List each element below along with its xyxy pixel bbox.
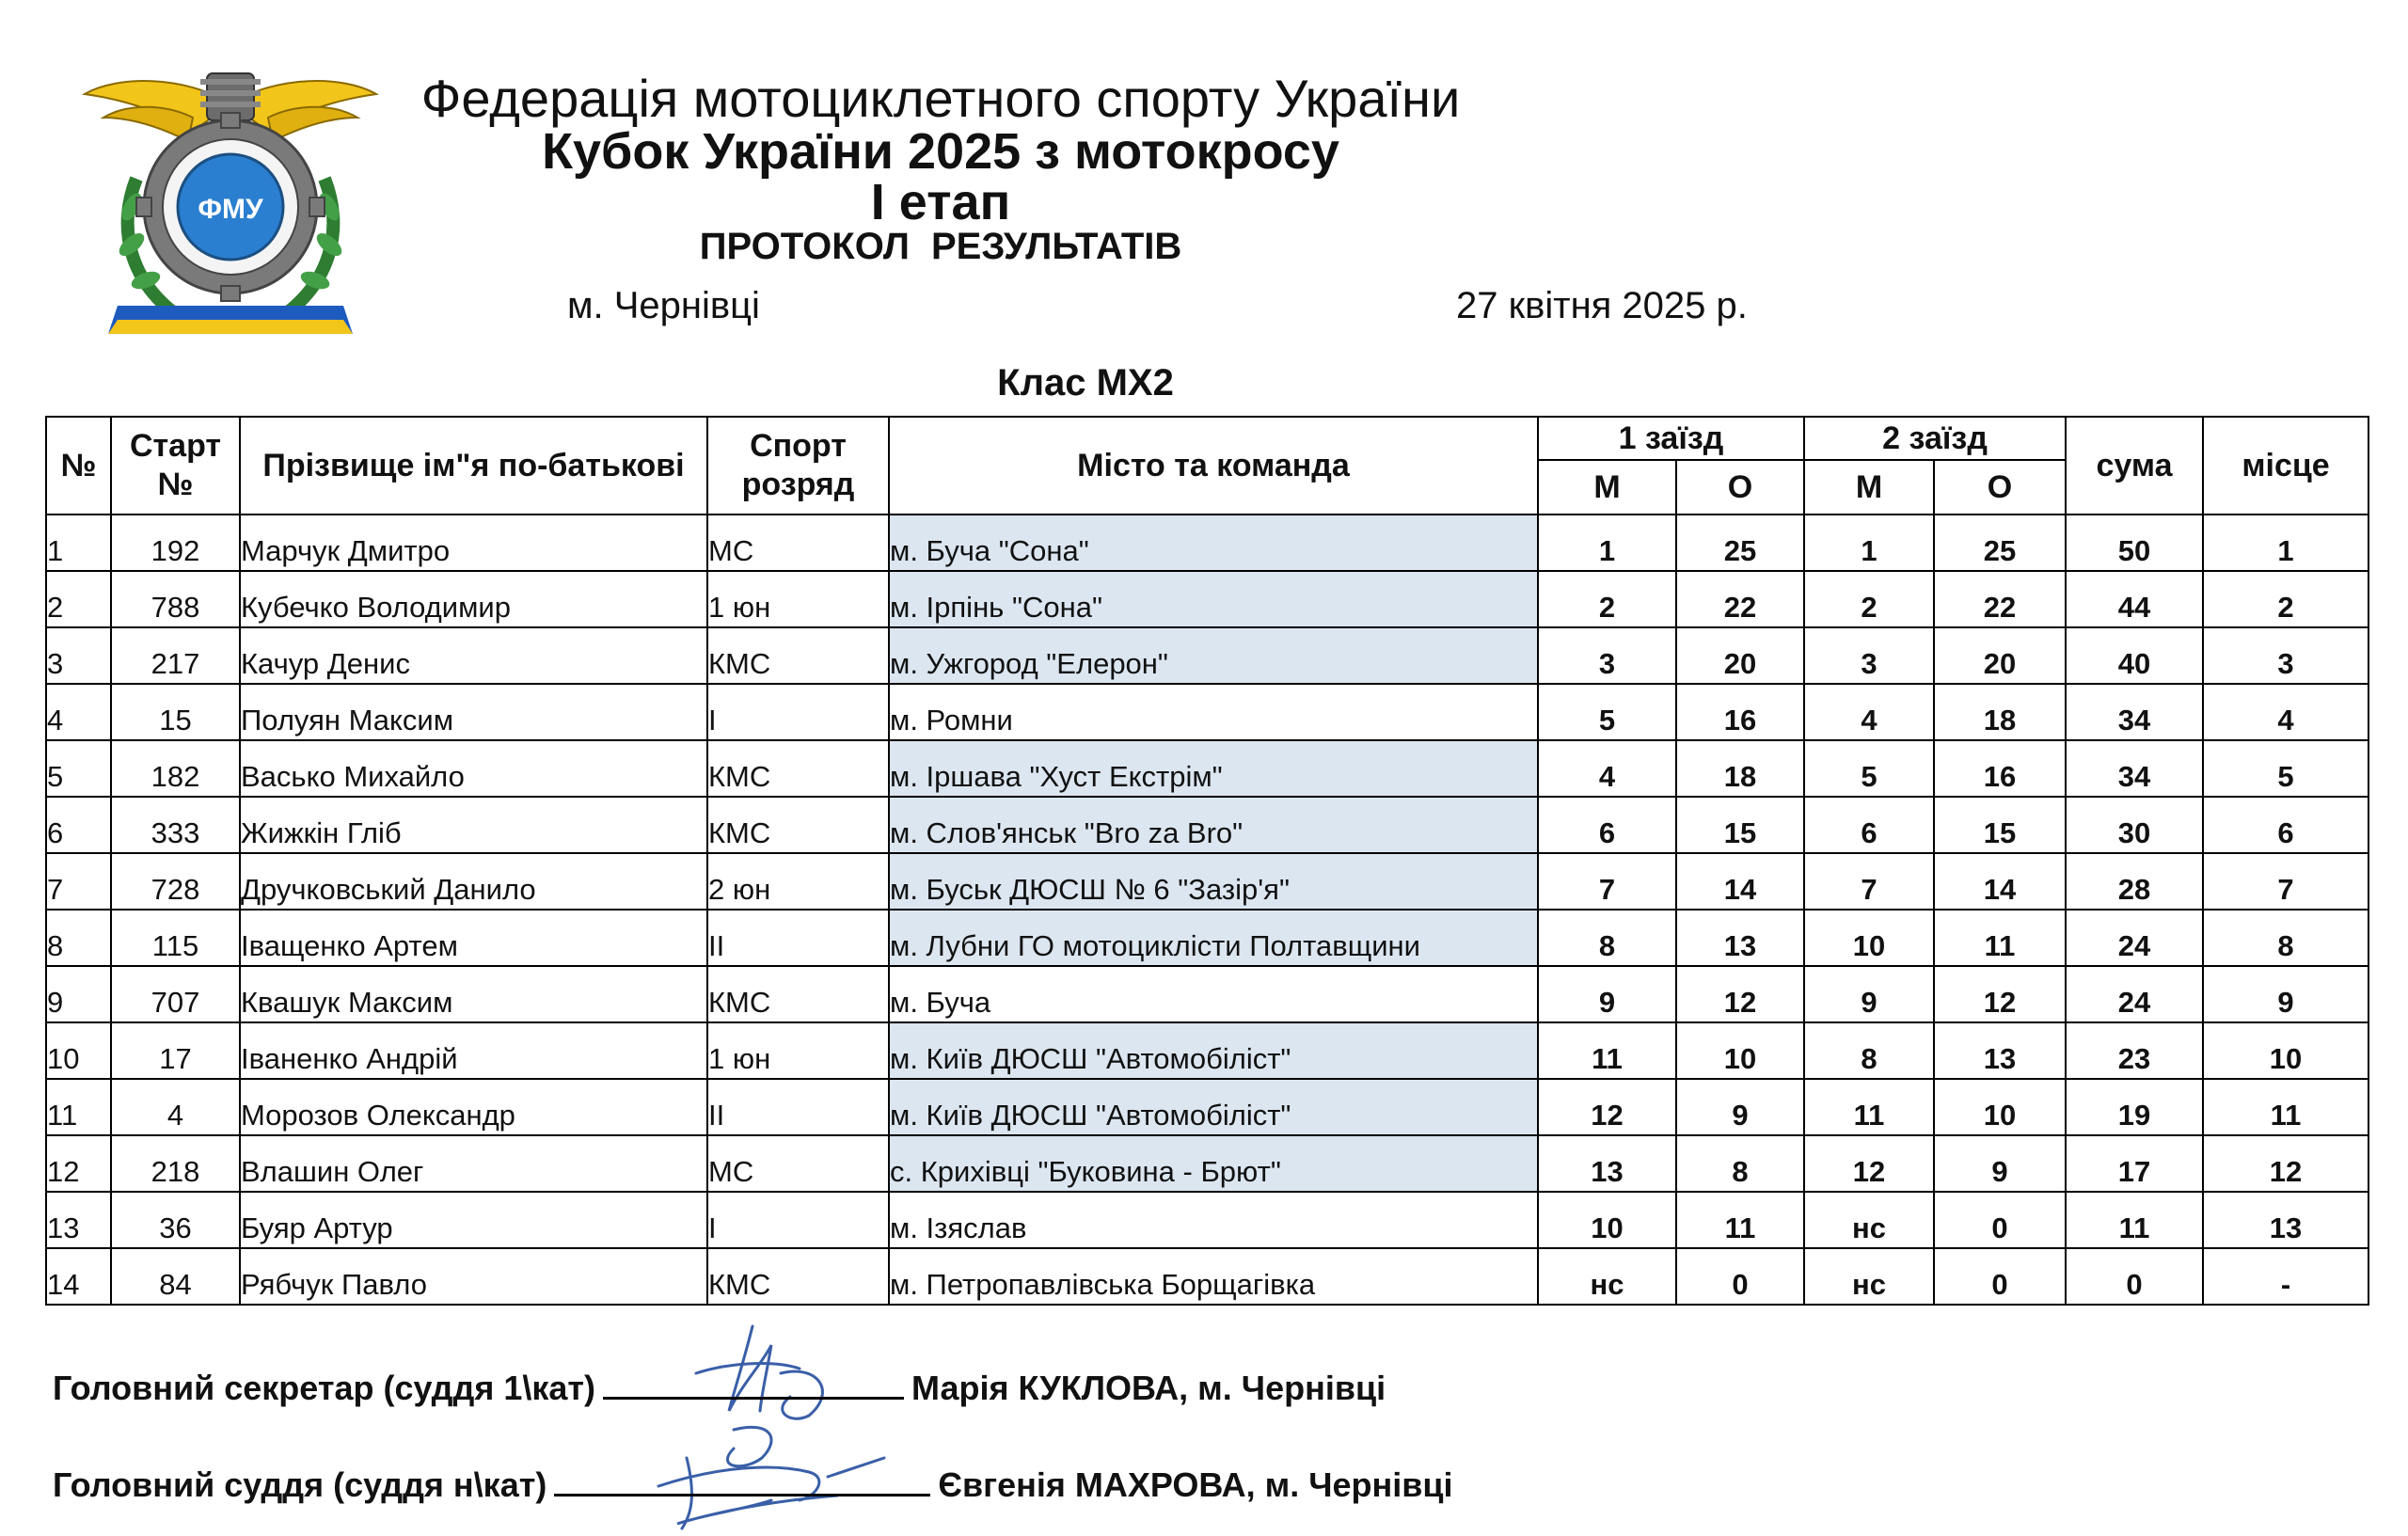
table-row xyxy=(46,1135,2368,1192)
cell-heat1-m: 10 xyxy=(1538,1192,1676,1248)
cell-team: м. Ромни xyxy=(889,684,1538,740)
cell-index: 1 xyxy=(46,515,111,571)
cell-name: Дручковський Данило xyxy=(240,853,707,910)
cell-heat1-o: 25 xyxy=(1676,515,1804,571)
cell-name: Квашук Максим xyxy=(240,966,707,1022)
cell-heat2-m: 4 xyxy=(1804,684,1934,740)
cell-heat1-m: 12 xyxy=(1538,1079,1676,1135)
cell-start-number: 788 xyxy=(111,571,240,627)
cell-start-number: 728 xyxy=(111,853,240,910)
cell-sum: 0 xyxy=(2066,1248,2203,1305)
cell-rank: КМС xyxy=(707,627,889,684)
cell-start-number: 182 xyxy=(111,740,240,797)
secretary-name: Марія КУКЛОВА, м. Чернівці xyxy=(911,1369,1386,1407)
cell-heat2-m: 11 xyxy=(1804,1079,1934,1135)
col-header-start: Старт № xyxy=(111,417,240,515)
cell-sum: 23 xyxy=(2066,1022,2203,1079)
cell-heat1-o: 11 xyxy=(1676,1192,1804,1248)
cell-heat2-m: 2 xyxy=(1804,571,1934,627)
cell-heat2-m: 5 xyxy=(1804,740,1934,797)
col-header-m1: М xyxy=(1538,460,1676,515)
cell-name: Буяр Артур xyxy=(240,1192,707,1248)
col-header-idx: № xyxy=(46,417,111,515)
cell-heat2-o: 0 xyxy=(1934,1248,2066,1305)
federation-title: Федерація мотоциклетного спорту України xyxy=(420,69,1461,128)
cell-start-number: 218 xyxy=(111,1135,240,1192)
cell-place: 13 xyxy=(2203,1192,2368,1248)
col-header-place: місце xyxy=(2203,417,2368,515)
cell-heat1-o: 14 xyxy=(1676,853,1804,910)
cell-place: 6 xyxy=(2203,797,2368,853)
cell-heat1-m: 7 xyxy=(1538,853,1676,910)
table-row xyxy=(46,515,2368,571)
cell-place: 7 xyxy=(2203,853,2368,910)
cell-place: 2 xyxy=(2203,571,2368,627)
cell-index: 14 xyxy=(46,1248,111,1305)
cell-heat2-o: 0 xyxy=(1934,1192,2066,1248)
cell-sum: 11 xyxy=(2066,1192,2203,1248)
event-title: Кубок України 2025 з мотокросу xyxy=(542,123,1339,180)
judge-signature-line xyxy=(53,1465,1453,1505)
cell-sum: 40 xyxy=(2066,627,2203,684)
cell-name: Морозов Олександр xyxy=(240,1079,707,1135)
cell-heat1-o: 16 xyxy=(1676,684,1804,740)
cell-heat2-m: 10 xyxy=(1804,910,1934,966)
cell-heat1-m: нс xyxy=(1538,1248,1676,1305)
cell-rank: МС xyxy=(707,515,889,571)
cell-place: 8 xyxy=(2203,910,2368,966)
cell-heat2-m: нс xyxy=(1804,1248,1934,1305)
cell-heat1-m: 5 xyxy=(1538,684,1676,740)
cell-heat2-o: 9 xyxy=(1934,1135,2066,1192)
secretary-signature-line xyxy=(53,1369,1386,1408)
table-row xyxy=(46,1079,2368,1135)
col-header-o2: О xyxy=(1934,460,2066,515)
cell-heat2-o: 10 xyxy=(1934,1079,2066,1135)
cell-heat2-o: 16 xyxy=(1934,740,2066,797)
table-row xyxy=(46,966,2368,1022)
cell-team: с. Крихівці "Буковина - Брют" xyxy=(889,1135,1538,1192)
cell-place: 1 xyxy=(2203,515,2368,571)
cell-start-number: 333 xyxy=(111,797,240,853)
logo-letters: ФМУ xyxy=(198,194,263,225)
cell-name: Полуян Максим xyxy=(240,684,707,740)
cell-start-number: 36 xyxy=(111,1192,240,1248)
cell-heat1-o: 20 xyxy=(1676,627,1804,684)
cell-heat1-m: 3 xyxy=(1538,627,1676,684)
cell-place: 10 xyxy=(2203,1022,2368,1079)
cell-place: 11 xyxy=(2203,1079,2368,1135)
cell-name: Жижкін Гліб xyxy=(240,797,707,853)
cell-rank: 1 юн xyxy=(707,1022,889,1079)
cell-heat2-m: 12 xyxy=(1804,1135,1934,1192)
col-header-o1: О xyxy=(1676,460,1804,515)
secretary-role: Головний секретар (суддя 1\кат) xyxy=(53,1369,596,1407)
cell-index: 4 xyxy=(46,684,111,740)
cell-heat2-m: нс xyxy=(1804,1192,1934,1248)
cell-index: 8 xyxy=(46,910,111,966)
table-row xyxy=(46,853,2368,910)
cell-sum: 19 xyxy=(2066,1079,2203,1135)
cell-sum: 34 xyxy=(2066,740,2203,797)
cell-rank: КМС xyxy=(707,797,889,853)
cell-heat2-o: 25 xyxy=(1934,515,2066,571)
cell-index: 7 xyxy=(46,853,111,910)
cell-heat1-m: 4 xyxy=(1538,740,1676,797)
cell-heat2-m: 1 xyxy=(1804,515,1934,571)
cell-index: 6 xyxy=(46,797,111,853)
cell-heat2-o: 14 xyxy=(1934,853,2066,910)
cell-start-number: 115 xyxy=(111,910,240,966)
cell-place: 12 xyxy=(2203,1135,2368,1192)
secretary-blank-line xyxy=(603,1369,904,1400)
cell-index: 3 xyxy=(46,627,111,684)
cell-sum: 24 xyxy=(2066,910,2203,966)
cell-team: м. Ужгород "Елерон" xyxy=(889,627,1538,684)
class-title: Клас МХ2 xyxy=(997,362,1174,404)
cell-heat1-m: 1 xyxy=(1538,515,1676,571)
cell-sum: 34 xyxy=(2066,684,2203,740)
col-header-name: Прізвище ім"я по-батькові xyxy=(240,417,707,515)
cell-heat2-o: 20 xyxy=(1934,627,2066,684)
cell-start-number: 192 xyxy=(111,515,240,571)
cell-team: м. Ізяслав xyxy=(889,1192,1538,1248)
cell-sum: 50 xyxy=(2066,515,2203,571)
cell-place: - xyxy=(2203,1248,2368,1305)
cell-index: 11 xyxy=(46,1079,111,1135)
col-header-heat1: 1 заїзд xyxy=(1538,417,1804,460)
cell-sum: 28 xyxy=(2066,853,2203,910)
cell-name: Васько Михайло xyxy=(240,740,707,797)
col-header-sum: сума xyxy=(2066,417,2203,515)
table-row xyxy=(46,1248,2368,1305)
cell-start-number: 4 xyxy=(111,1079,240,1135)
table-row xyxy=(46,1192,2368,1248)
cell-team: м. Київ ДЮСШ "Автомобіліст" xyxy=(889,1022,1538,1079)
cell-heat2-o: 22 xyxy=(1934,571,2066,627)
cell-sum: 17 xyxy=(2066,1135,2203,1192)
protocol-title: ПРОТОКОЛ РЕЗУЛЬТАТІВ xyxy=(699,226,1182,267)
cell-heat1-o: 15 xyxy=(1676,797,1804,853)
judge-name: Євгенія МАХРОВА, м. Чернівці xyxy=(938,1465,1453,1504)
cell-index: 13 xyxy=(46,1192,111,1248)
cell-heat1-m: 2 xyxy=(1538,571,1676,627)
cell-rank: КМС xyxy=(707,966,889,1022)
cell-name: Влашин Олег xyxy=(240,1135,707,1192)
cell-rank: 2 юн xyxy=(707,853,889,910)
cell-team: м. Петропавлівська Борщагівка xyxy=(889,1248,1538,1305)
results-table xyxy=(45,416,2369,1306)
cell-index: 10 xyxy=(46,1022,111,1079)
cell-rank: МС xyxy=(707,1135,889,1192)
cell-rank: ІІ xyxy=(707,910,889,966)
cell-heat1-o: 22 xyxy=(1676,571,1804,627)
cell-heat1-o: 8 xyxy=(1676,1135,1804,1192)
cell-heat2-o: 12 xyxy=(1934,966,2066,1022)
cell-place: 9 xyxy=(2203,966,2368,1022)
judge-role: Головний суддя (суддя н\кат) xyxy=(53,1465,547,1504)
cell-sum: 24 xyxy=(2066,966,2203,1022)
cell-start-number: 707 xyxy=(111,966,240,1022)
cell-team: м. Іршава "Хуст Екстрім" xyxy=(889,740,1538,797)
cell-place: 4 xyxy=(2203,684,2368,740)
table-header-row xyxy=(46,417,2368,460)
cell-heat1-o: 0 xyxy=(1676,1248,1804,1305)
col-header-heat2: 2 заїзд xyxy=(1804,417,2066,460)
event-city: м. Чернівці xyxy=(567,285,760,326)
col-header-m2: М xyxy=(1804,460,1934,515)
cell-name: Качур Денис xyxy=(240,627,707,684)
cell-rank: І xyxy=(707,1192,889,1248)
cell-rank: КМС xyxy=(707,740,889,797)
stage-title: І етап xyxy=(870,174,1011,230)
cell-start-number: 84 xyxy=(111,1248,240,1305)
cell-heat1-m: 11 xyxy=(1538,1022,1676,1079)
cell-name: Іващенко Артем xyxy=(240,910,707,966)
cell-rank: 1 юн xyxy=(707,571,889,627)
cell-heat2-o: 15 xyxy=(1934,797,2066,853)
table-row xyxy=(46,1022,2368,1079)
cell-heat1-o: 12 xyxy=(1676,966,1804,1022)
cell-heat2-m: 6 xyxy=(1804,797,1934,853)
cell-start-number: 217 xyxy=(111,627,240,684)
cell-team: м. Буськ ДЮСШ № 6 "Зазір'я" xyxy=(889,853,1538,910)
cell-sum: 30 xyxy=(2066,797,2203,853)
table-row xyxy=(46,684,2368,740)
judge-blank-line xyxy=(554,1465,930,1496)
cell-heat2-m: 7 xyxy=(1804,853,1934,910)
cell-heat2-o: 13 xyxy=(1934,1022,2066,1079)
cell-name: Марчук Дмитро xyxy=(240,515,707,571)
cell-rank: КМС xyxy=(707,1248,889,1305)
table-row xyxy=(46,571,2368,627)
cell-rank: І xyxy=(707,684,889,740)
cell-heat1-o: 9 xyxy=(1676,1079,1804,1135)
cell-team: м. Буча xyxy=(889,966,1538,1022)
table-row xyxy=(46,627,2368,684)
cell-team: м. Ірпінь "Сона" xyxy=(889,571,1538,627)
cell-start-number: 17 xyxy=(111,1022,240,1079)
cell-heat1-m: 13 xyxy=(1538,1135,1676,1192)
cell-team: м. Буча "Сона" xyxy=(889,515,1538,571)
event-date: 27 квітня 2025 р. xyxy=(1456,285,1748,326)
cell-heat1-m: 8 xyxy=(1538,910,1676,966)
cell-name: Іваненко Андрій xyxy=(240,1022,707,1079)
cell-heat2-o: 11 xyxy=(1934,910,2066,966)
cell-heat1-o: 13 xyxy=(1676,910,1804,966)
cell-team: м. Слов'янськ "Bro za Bro" xyxy=(889,797,1538,853)
cell-heat1-m: 6 xyxy=(1538,797,1676,853)
cell-index: 2 xyxy=(46,571,111,627)
cell-heat2-m: 9 xyxy=(1804,966,1934,1022)
cell-team: м. Київ ДЮСШ "Автомобіліст" xyxy=(889,1079,1538,1135)
cell-index: 12 xyxy=(46,1135,111,1192)
cell-place: 5 xyxy=(2203,740,2368,797)
cell-name: Кубечко Володимир xyxy=(240,571,707,627)
table-row xyxy=(46,910,2368,966)
results-body xyxy=(46,515,2368,1305)
cell-heat1-o: 18 xyxy=(1676,740,1804,797)
cell-heat1-o: 10 xyxy=(1676,1022,1804,1079)
cell-heat2-o: 18 xyxy=(1934,684,2066,740)
cell-heat2-m: 3 xyxy=(1804,627,1934,684)
cell-index: 5 xyxy=(46,740,111,797)
cell-place: 3 xyxy=(2203,627,2368,684)
cell-heat2-m: 8 xyxy=(1804,1022,1934,1079)
cell-sum: 44 xyxy=(2066,571,2203,627)
cell-index: 9 xyxy=(46,966,111,1022)
cell-heat1-m: 9 xyxy=(1538,966,1676,1022)
col-header-team: Місто та команда xyxy=(889,417,1538,515)
table-row xyxy=(46,740,2368,797)
cell-start-number: 15 xyxy=(111,684,240,740)
cell-name: Рябчук Павло xyxy=(240,1248,707,1305)
col-header-rank: Спорт розряд xyxy=(707,417,889,515)
cell-team: м. Лубни ГО мотоциклісти Полтавщини xyxy=(889,910,1538,966)
table-row xyxy=(46,797,2368,853)
cell-rank: ІІ xyxy=(707,1079,889,1135)
